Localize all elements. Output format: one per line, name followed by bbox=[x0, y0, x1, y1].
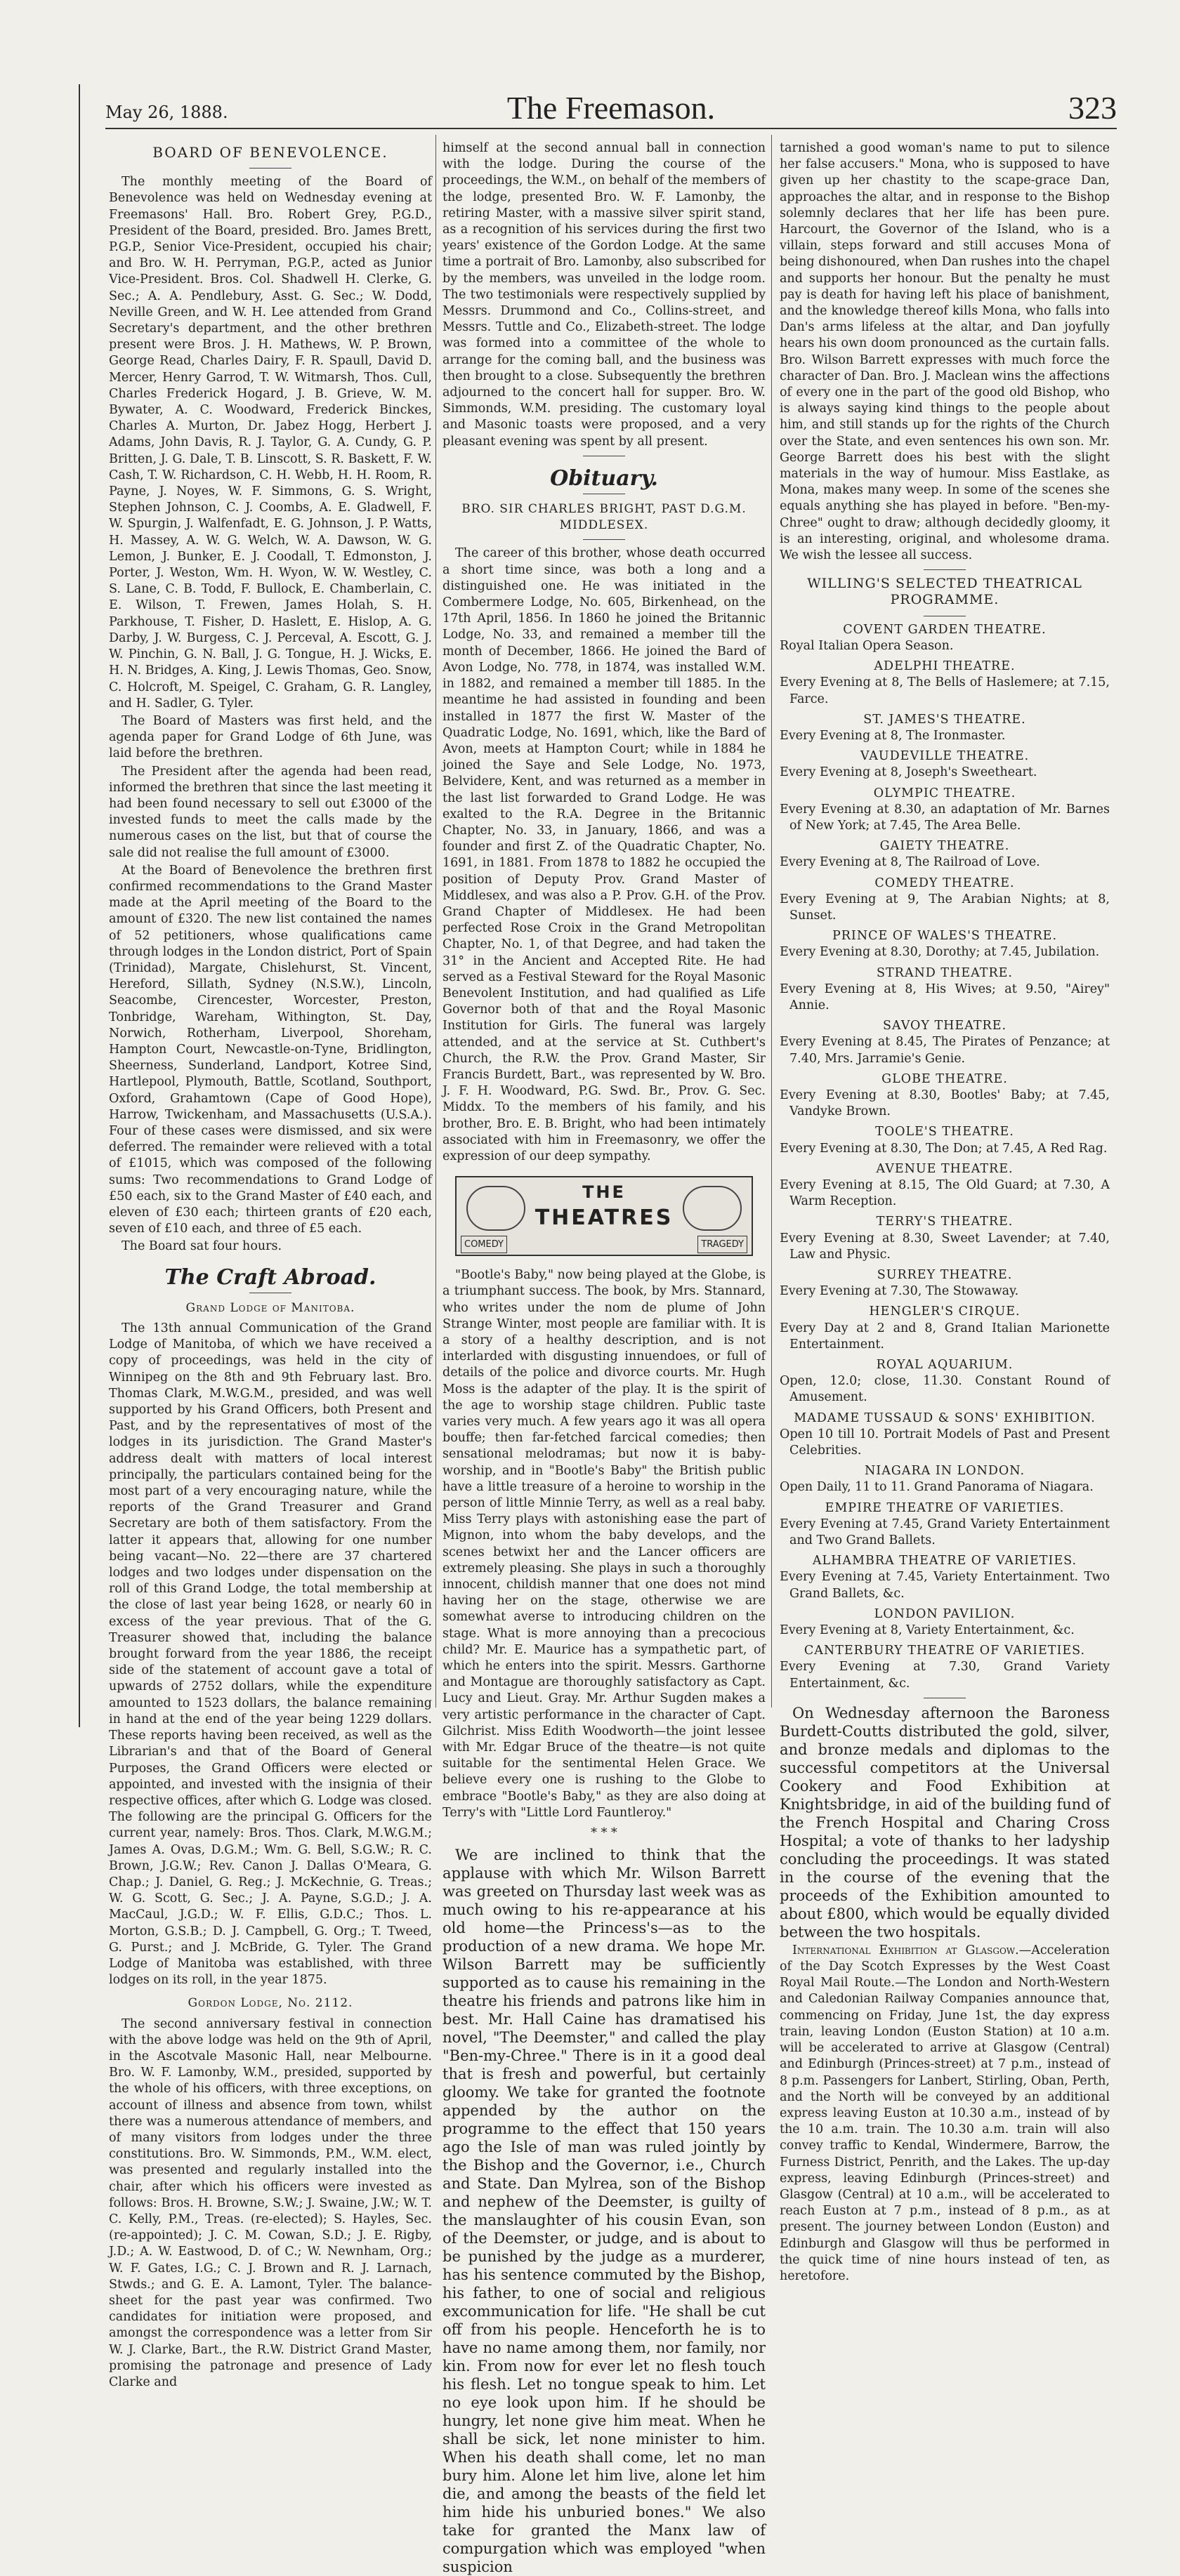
paragraph: The 13th annual Communication of the Grand Lodge of Manitoba, of which we have received a copy of proceedings, was held in the city of Winnipeg on the 8th and 9th February last. Bro. Thomas Clark, M.W.G.M., presided, and was well supported by his Grand Officers, both Present and Past, and by the representatives of most of the lodges in its jurisdiction. The Grand Master's address dealt with matters of local interest principally, the particulars contained being for the most part of a very encouraging nature, while the reports of the Grand Treasurer and Grand Secretary are both of them satisfactory. From the latter it appears that, allowing for one number being vacant—No. 22—there are 37 chartered lodges and two lodges under dispensation on the roll of this Grand Lodge, the total membership at the close of last year being 1628, or nearly 60 in excess of the year previous. That of the G. Treasurer showed that, including the balance brought forward from the year 1886, the receipt side of the statement of account gave a total of upwards of 2752 dollars, while the expenditure amounted to 1523 dollars, the balance remaining in hand at the end of the year being 1229 dollars. These reports having been received, as well as the Librarian's and that of the Board of General Purposes, the Grand Officers were elected or appointed, and invested with the insignia of their respective offices, after which G. Lodge was closed. The following are the principal G. Officers for the current year, namely: Bros. Thos. Clark, M.W.G.M.; James A. Ovas, D.G.M.; Wm. G. Bell, S.G.W.; R. C. Brown, J.G.W.; Rev. Canon J. Dallas O'Meara, G. Chap.; J. Daniel, G. Reg.; J. McKechnie, G. Treas.; W. G. Scott, G. Sec.; J. A. Payne, S.G.D.; J. A. MacCaul, J.G.D.; W. F. Ellis, G.D.C.; Thos. L. Morton, G.S.B.; D. J. Campbell, G. Org.; T. Tweed, G. Purst.; and J. McBride, G. Tyler. The Grand Lodge of Manitoba was established, with three lodges on its roll, in the year 1875. bbox=[109, 1321, 432, 1988]
subheading: BRO. SIR CHARLES BRIGHT, PAST D.G.M. MIDDLESEX. bbox=[461, 502, 747, 533]
theatre-name: ROYAL AQUARIUM. bbox=[876, 1358, 1014, 1373]
theatre-detail: Open Daily, 11 to 11. Grand Panorama of Niagara. bbox=[780, 1480, 1094, 1495]
theatre-detail: Every Day at 2 and 8, Grand Italian Marionette Entertainment. bbox=[780, 1321, 1110, 1352]
theatre-list bbox=[780, 622, 1110, 1692]
theatre-name: ADELPHI THEATRE. bbox=[874, 659, 1016, 674]
paragraph: The second anniversary festival in connection with the above lodge was held on the 9th of April, in the Ascotvale Masonic Hall, near Melbourne. Bro. W. F. Lamonby, W.M., presided, supported by the whole of his officers, with three exceptions, on account of illness and absence from town, whilst there was a numerous attendance of members, and of many visitors from lodges under the three constitutions. Bro. W. Simmonds, P.M., W.M. elect, was presented and regularly installed into the chair, after which his officers were invested as follows: Bros. H. Browne, S.W.; J. Swaine, J.W.; W. T. C. Kelly, P.M., Treas. (re-elected); S. Hayles, Sec. (re-appointed); J. C. M. Cowan, S.D.; J. E. Rigby, J.D.; A. W. Eastwood, D. of C.; W. Newnham, Org.; W. F. Gates, I.G.; C. J. Brown and R. J. Larnach, Stwds.; and G. E. A. Lamont, Tyler. The balance-sheet for the past year was confirmed. Two candidates for initiation were proposed, and amongst the correspondence was a letter from Sir W. J. Clarke, Bart., the R.W. District Grand Master, promising the patronage and presence of Lady Clarke and bbox=[109, 2016, 432, 2390]
margin-rule bbox=[79, 84, 80, 1727]
theatre-name: ST. JAMES'S THEATRE. bbox=[863, 712, 1026, 727]
column-rule bbox=[435, 135, 436, 1708]
theatre-detail: Every Evening at 8, His Wives; at 9.50, "Airey" Annie. bbox=[780, 982, 1110, 1012]
banner-label: TRAGEDY bbox=[697, 1236, 747, 1253]
section-heading: BOARD OF BENEVOLENCE. bbox=[152, 144, 388, 161]
page-number: 323 bbox=[1068, 90, 1117, 126]
newspaper-title: The Freemason. bbox=[506, 90, 716, 126]
paragraph: At the Board of Benevolence the brethren first confirmed recommendations to the Grand Master made at the April meeting of the Board to the amount of £320. The new list contained the names of 52 petitioners, whose qualifications came through lodges in the London district, Port of Spain (Trinidad), Margate, Chislehurst, St. Vincent, Hereford, Sillath, Sydney (N.S.W.), Lincoln, Seacombe, Cirencester, Worcester, Preston, Tonbridge, Wareham, Withington, St. Day, Norwich, Rotherham, Liverpool, Shoreham, Hampton Court, Newcastle-on-Tyne, Bridlington, Sheerness, Sunderland, Landport, Kotree Sind, Hartlepool, Plymouth, Battle, Scotland, Southport, Oxford, Grahamtown (Cape of Good Hope), Harrow, Twickenham, and Massachusetts (U.S.A.). Four of these cases were dismissed, and six were deferred. The remainder were relieved with a total of £1015, which was composed of the following sums: Two recommendations to Grand Lodge of £50 each, six to the Grand Master of £40 each, and eleven of £30 each; thirteen grants of £20 each, seven of £10 each, and three of £5 each. bbox=[109, 863, 432, 1236]
theatre-detail: Every Evening at 8.30, Dorothy; at 7.45, Jubilation. bbox=[780, 945, 1100, 960]
theatre-detail: Every Evening at 8.30, Bootles' Baby; at 7.45, Vandyke Brown. bbox=[780, 1088, 1110, 1119]
paragraph: "Bootle's Baby," now being played at the Globe, is a triumphant success. The book, by Mrs. Stannard, who writes under the nom de plume of John Strange Winter, most people are familiar with. It is a story of a healthy description, and is not interlarded with disgusting innuendoes, or full of details of the police and divorce courts. Mr. Hugh Moss is the adapter of the play. It is the spirit of the age to worship stage children. Public taste varies very much. A few years ago it was all opera bouffe; then far-fetched farcical comedies; then sensational melodramas; but now it is baby-worship, and in "Bootle's Baby" the British public have a little treasure of a heroine to worship in the person of little Minnie Terry, as well as a real baby. Miss Terry plays with astonishing ease the part of Mignon, into whom the baby develops, and the scenes betwixt her and the Lancer officers are extremely pleasing. She plays in such a thoroughly innocent, childish manner that one does not mind having her on the stage, otherwise we are somewhat averse to introducing children on the stage. What is more annoying than a precocious child? Mr. E. Maurice has a sympathetic part, of which he enters into the spirit. Messrs. Garthorne and Montague are thoroughly satisfactory as Capt. Lucy and Lieut. Gray. Mr. Arthur Sugden makes a very artistic performance in the character of Capt. Gilchrist. Miss Edith Woodworth—the joint lessee with Mr. Edgar Bruce of the theatre—is not quite suitable for the sentimental Helen Grace. We believe every one is rushing to the Globe to embrace "Bootle's Baby," as they are also doing at Terry's with "Little Lord Fauntleroy." bbox=[442, 1268, 766, 1820]
theatre-name: EMPIRE THEATRE OF VARIETIES. bbox=[825, 1500, 1065, 1515]
inline-heading: International Exhibition at Glasgow. bbox=[792, 1943, 1019, 1957]
paragraph: tarnished a good woman's name to put to silence her false accusers." Mona, who is supposed to have given up her chastity to the scape-grace Dan, approaches the altar, and in response to the Bishop solemnly declares that her life has been pure. Harcourt, the Governor of the Island, who is a villain, steps forward and still accuses Mona of being dishonoured, when Dan rushes into the chapel and supports her honour. But the penalty he must pay is death for having left his place of banishment, and the knowledge thereof kills Mona, who falls into Dan's arms lifeless at the altar, and Dan joyfully hears his own doom pronounced as the curtain falls. Bro. Wilson Barrett expresses with much force the character of Dan. Bro. J. Maclean wins the affections of every one in the part of the good old Bishop, who is always saying kind things to the people about him, and still stands up for the rights of the Church over the State, and even sentences his own son. Mr. George Barrett does his best with the slight materials in the way of humour. Miss Eastlake, as Mona, makes many weep. In some of the scenes she equals anything she has played in before. "Ben-my-Chree" ought to draw; although decidedly gloomy, it is an interesting, original, and wholesome drama. We wish the lessee all success. bbox=[780, 141, 1110, 563]
theatre-name: TERRY'S THEATRE. bbox=[876, 1215, 1014, 1229]
banner-title: THE bbox=[582, 1182, 626, 1203]
theatre-name: OLYMPIC THEATRE. bbox=[873, 786, 1016, 800]
theatre-name: TOOLE'S THEATRE. bbox=[875, 1125, 1014, 1140]
subheading: Gordon Lodge, No. 2112. bbox=[188, 1996, 353, 2011]
paragraph: himself at the second annual ball in connection with the lodge. During the course of the proceedings, the W.M., on behalf of the members of the lodge, presented Bro. W. F. Lamonby, the retiring Master, with a massive silver spirit stand, as a recognition of his services during the first two years' existence of the Gordon Lodge. At the same time a portrait of Bro. Lamonby, also subscribed for by the members, was unveiled in the lodge room. The two testimonials were respectively supplied by Messrs. Drummond and Co., Collins-street, and Messrs. Tuttle and Co., Elizabeth-street. The lodge was formed into a committee of the whole to arrange for the coming ball, and the business was then brought to a close. Subsequently the brethren adjourned to the concert hall for supper. Bro. W. Simmonds, W.M. presiding. The customary loyal and Masonic toasts were proposed, and a very pleasant evening was spent by all present. bbox=[442, 141, 766, 449]
subheading: Grand Lodge of Manitoba. bbox=[185, 1300, 355, 1315]
section-heading: WILLING'S SELECTED THEATRICAL PROGRAMME. bbox=[807, 576, 1082, 608]
header-rule bbox=[105, 128, 1117, 129]
theatre-detail: Every Evening at 8.15, The Old Guard; at 7.30, A Warm Reception. bbox=[780, 1177, 1110, 1209]
theatre-detail: Every Evening at 8, The Ironmaster. bbox=[780, 728, 1006, 743]
paragraph: The Board of Masters was first held, and the agenda paper for Grand Lodge of 6th June, was laid before the brethren. bbox=[109, 713, 432, 761]
theatre-detail: Royal Italian Opera Season. bbox=[780, 638, 954, 653]
theatre-name: GAIETY THEATRE. bbox=[879, 839, 1010, 854]
theatre-name: CANTERBURY THEATRE OF VARIETIES. bbox=[804, 1644, 1086, 1658]
theatre-detail: Open 10 till 10. Portrait Models of Past and Present Celebrities. bbox=[780, 1427, 1110, 1458]
section-heading: The Craft Abroad. bbox=[164, 1264, 376, 1290]
banner-label: COMEDY bbox=[461, 1236, 507, 1253]
theatres-banner bbox=[455, 1176, 753, 1256]
column-2 bbox=[442, 140, 766, 2576]
theatre-detail: Every Evening at 8, Variety Entertainment, &c. bbox=[780, 1623, 1075, 1638]
theatre-detail: Every Evening at 8.30, Sweet Lavender; at 7.40, Law and Physic. bbox=[780, 1231, 1110, 1262]
separator-stars: * * * bbox=[591, 1826, 617, 1841]
theatre-detail: Every Evening at 8.30, The Don; at 7.45, A Red Rag. bbox=[780, 1141, 1108, 1156]
theatre-detail: Every Evening at 7.45, Variety Entertainment. Two Grand Ballets, &c. bbox=[780, 1570, 1110, 1601]
theatre-name: ALHAMBRA THEATRE OF VARIETIES. bbox=[812, 1554, 1077, 1568]
theatre-detail: Every Evening at 7.45, Grand Variety Entertainment and Two Grand Ballets. bbox=[780, 1517, 1110, 1548]
paragraph: The President after the agenda had been read, informed the brethren that since the last meeting it had been found necessary to sell out £3000 of the invested funds to meet the calls made by the numerous cases on the list, but that of course the sale did not realise the full amount of £3000. bbox=[109, 764, 432, 860]
theatre-detail: Open, 12.0; close, 11.30. Constant Round of Amusement. bbox=[780, 1374, 1110, 1405]
tragedy-mask-icon bbox=[683, 1186, 742, 1231]
theatre-name: PRINCE OF WALES'S THEATRE. bbox=[832, 929, 1058, 944]
paragraph: The monthly meeting of the Board of Benevolence was held on Wednesday evening at Freemasons' Hall. Bro. Robert Grey, P.G.D., President of the Board, presided. Bro. James Brett, P.G.P., Senior Vice-President, occupied his chair; and Bro. W. H. Perryman, P.G.P., acted as Junior Vice-President. Bros. Col. Shadwell H. Clerke, G. Sec.; A. A. Pendlebury, Asst. G. Sec.; W. Dodd, Neville Green, and W. H. Lee attended from Grand Secretary's department, and the other brethren present were Bros. J. H. Mathews, W. P. Brown, George Read, Charles Dairy, F. R. Spaull, David D. Mercer, Henry Garrod, T. W. Witmarsh, Thos. Cull, Charles Frederick Hogard, J. B. Grieve, W. M. Bywater, A. C. Woodward, Frederick Binckes, Charles A. Murton, Dr. Jabez Hogg, Herbert J. Adams, John Davis, R. J. Taylor, G. A. Cundy, G. P. Britten, J. G. Dale, T. B. Linscott, S. R. Baskett, F. W. Cash, T. W. Richardson, C. H. Webb, H. H. Room, R. Payne, J. Noyes, W. F. Simmons, G. S. Wright, Stephen Johnson, C. J. Coombs, A. E. Gladwell, F. W. Spurgin, J. Walfenfadt, E. G. Johnson, J. P. Watts, H. Massey, A. W. G. Welch, W. A. Dawson, W. G. Lemon, J. Bunker, E. J. Coodall, T. Edmonston, J. Porter, J. Weston, Wm. H. Wyon, W. W. Westley, C. S. Lane, C. B. Todd, F. Bullock, E. Chamberlain, C. E. Wilson, T. Frewen, James Holah, S. H. Parkhouse, T. Fisher, D. Haslett, E. Hislop, A. G. Darby, J. W. Burgess, C. J. Perceval, A. Escott, G. J. W. Pinchin, G. N. Ball, J. G. Tongue, H. J. Wicks, E. H. N. Bridges, A. King, J. Lewis Thomas, Geo. Snow, C. Holcroft, M. Speigel, C. Graham, G. R. Langley, and H. Sadler, G. Tyler. bbox=[109, 175, 432, 711]
theatre-name: LONDON PAVILION. bbox=[874, 1606, 1016, 1621]
issue-date: May 26, 1888. bbox=[105, 103, 228, 122]
theatre-name: COMEDY THEATRE. bbox=[874, 876, 1015, 890]
theatre-name: MADAME TUSSAUD & SONS' EXHIBITION. bbox=[794, 1411, 1096, 1425]
paragraph: We are inclined to think that the applause with which Mr. Wilson Barrett was greeted on Thursday last week was as much owing to his re-appearance at his old home—the Princess's—as to the production of a new drama. We hope Mr. Wilson Barrett may be sufficiently supported as to cause his remaining in the theatre his friends and patrons like him in best. Mr. Hall Caine has dramatised his novel, "The Deemster," and called the play "Ben-my-Chree." There is in it a good deal that is fresh and powerful, but certainly gloomy. We take for granted the footnote appended by the author on the programme to the effect that 150 years ago the Isle of man was ruled jointly by the Bishop and the Governor, i.e., Church and State. Dan Mylrea, son of the Bishop and nephew of the Deemster, is guilty of the manslaughter of his cousin Evan, son of the Deemster, or judge, and is about to be punished by the judge as a murderer, has his sentence commuted by the Bishop, his father, to one of social and religious excommunication for life. "He shall be cut off from his people. Henceforth he is to have no name among them, nor family, nor kin. From now for ever let no flesh touch his flesh. Let no tongue speak to him. Let no eye look upon him. If he should be hungry, let none give him meat. When he shall be sick, let none minister to him. When his death shall come, let no man bury him. Alone let him live, alone let him die, and among the beasts of the field let him hide his unburied bones." We also take for granted the Manx law of compurgation which was employed "when suspicion bbox=[442, 1847, 766, 2576]
column-3 bbox=[780, 140, 1110, 2283]
theatre-name: COVENT GARDEN THEATRE. bbox=[843, 622, 1047, 637]
theatre-name: AVENUE THEATRE. bbox=[876, 1161, 1014, 1176]
banner-title: THEATRES bbox=[535, 1206, 674, 1231]
theatre-detail: Every Evening at 8, The Railroad of Love. bbox=[780, 855, 1040, 870]
masthead bbox=[105, 87, 1117, 126]
theatre-detail: Every Evening at 8, The Bells of Haslemere; at 7.15, Farce. bbox=[780, 675, 1110, 706]
theatre-name: HENGLER'S CIRQUE. bbox=[869, 1304, 1021, 1319]
theatre-name: NIAGARA IN LONDON. bbox=[864, 1464, 1025, 1479]
paragraph-text: —Acceleration of the Day Scotch Expresses by the West Coast Royal Mail Route.—The London and North-Western and Caledonian Railway Companies announce that, commencing on Friday, June 1st, the day express train, leaving London (Euston Station) at 10 a.m. will be accelerated to arrive at Glasgow (Central) and Edinburgh (Princes-street) at 7 p.m., instead of 8 p.m. Passengers for Lanbert, Stirling, Oban, Perth, and the North will be conveyed by an additional express leaving Euston at 10.30 a.m., instead of by the 10 a.m. train. The 10.30 a.m. train will also convey traffic to Kendal, Windermere, Barrow, the Furness District, Penrith, and the Lakes. The up-day express, leaving Edinburgh (Princes-street) and Glasgow (Central) at 10 a.m., will be accelerated to reach Euston at 7 p.m., instead of 8 p.m., as at present. The journey between London (Euston) and Edinburgh and Glasgow will thus be performed in the quick time of nine hours instead of ten, as heretofore. bbox=[780, 1943, 1110, 2283]
theatre-name: SAVOY THEATRE. bbox=[882, 1019, 1007, 1033]
theatre-name: STRAND THEATRE. bbox=[877, 965, 1013, 980]
theatre-name: GLOBE THEATRE. bbox=[881, 1071, 1008, 1086]
theatre-name: SURREY THEATRE. bbox=[877, 1268, 1013, 1282]
theatre-detail: Every Evening at 9, The Arabian Nights; at 8, Sunset. bbox=[780, 892, 1110, 923]
separator bbox=[583, 539, 625, 540]
theatre-name: VAUDEVILLE THEATRE. bbox=[860, 749, 1030, 764]
column-1 bbox=[109, 140, 432, 2390]
column-rule bbox=[771, 135, 772, 1708]
section-heading: Obituary. bbox=[550, 465, 658, 491]
theatre-detail: Every Evening at 8.45, The Pirates of Penzance; at 7.40, Mrs. Jarramie's Genie. bbox=[780, 1035, 1110, 1066]
separator bbox=[249, 168, 291, 169]
paragraph: The career of this brother, whose death occurred a short time since, was both a long and a distinguished one. He was initiated in the Combermere Lodge, No. 605, Birkenhead, on the 17th April, 1856. In 1860 he joined the Britannic Lodge, No. 33, and remained a member till the month of December, 1866. He joined the Bard of Avon Lodge, No. 778, in 1874, was installed W.M. in 1882, and remained a member till 1885. In the meantime he had assisted in founding and been installed in 1877 the first W. Master of the Quadratic Lodge, No. 1691, which, like the Bard of Avon, meets at Hampton Court; while in 1884 he joined the Saye and Sele Lodge, No. 1973, Belvidere, Kent, and was returned as a member in the last list forwarded to Grand Lodge. He was exalted to the R.A. Degree in the Britannic Chapter, No. 33, in January, 1866, and was a founder and first Z. of the Quadratic Chapter, No. 1691, in 1881. From 1878 to 1882 he occupied the position of Deputy Prov. Grand Master of Middlesex, and was also a P. Prov. G.H. of the Prov. Grand Chapter of Middlesex. He had been perfected Rose Croix in the Grand Metropolitan Chapter, No. 1, of that Degree, and had taken the 31° in the Ancient and Accepted Rite. He had served as a Festival Steward for the Royal Masonic Benevolent Institution, and had qualified as Life Governor both of that and the Royal Masonic Institution for Girls. The funeral was largely attended, and at the service at St. Cuthbert's Church, the R.W. the Prov. Grand Master, Sir Francis Burdett, Bart., was represented by W. Bro. J. F. H. Woodward, P.G. Swd. Br., Prov. G. Sec. Middx. To the members of his family, and his brother, Bro. E. B. Bright, who had been intimately associated with him in Freemasonry, we offer the expression of our deep sympathy. bbox=[442, 546, 766, 1163]
theatre-detail: Every Evening at 7.30, Grand Variety Entertainment, &c. bbox=[780, 1660, 1110, 1691]
theatre-detail: Every Evening at 7.30, The Stowaway. bbox=[780, 1284, 1019, 1299]
theatre-detail: Every Evening at 8.30, an adaptation of Mr. Barnes of New York; at 7.45, The Area Belle. bbox=[780, 802, 1110, 833]
paragraph: On Wednesday afternoon the Baroness Burdett-Coutts distributed the gold, silver, and bronze medals and diplomas to the successful competitors at the Universal Cookery and Food Exhibition at Knightsbridge, in aid of the building fund of the French Hospital and Charing Cross Hospital; a vote of thanks to her ladyship concluding the proceedings. It was stated in the course of the evening that the proceeds of the Exhibition amounted to about £800, which would be equally divided between the two hospitals. bbox=[780, 1704, 1110, 1941]
paragraph bbox=[780, 1943, 1110, 2285]
comedy-mask-icon bbox=[466, 1186, 525, 1231]
paragraph: The Board sat four hours. bbox=[122, 1239, 282, 1254]
separator bbox=[924, 569, 966, 570]
theatre-detail: Every Evening at 8, Joseph's Sweetheart. bbox=[780, 765, 1037, 780]
